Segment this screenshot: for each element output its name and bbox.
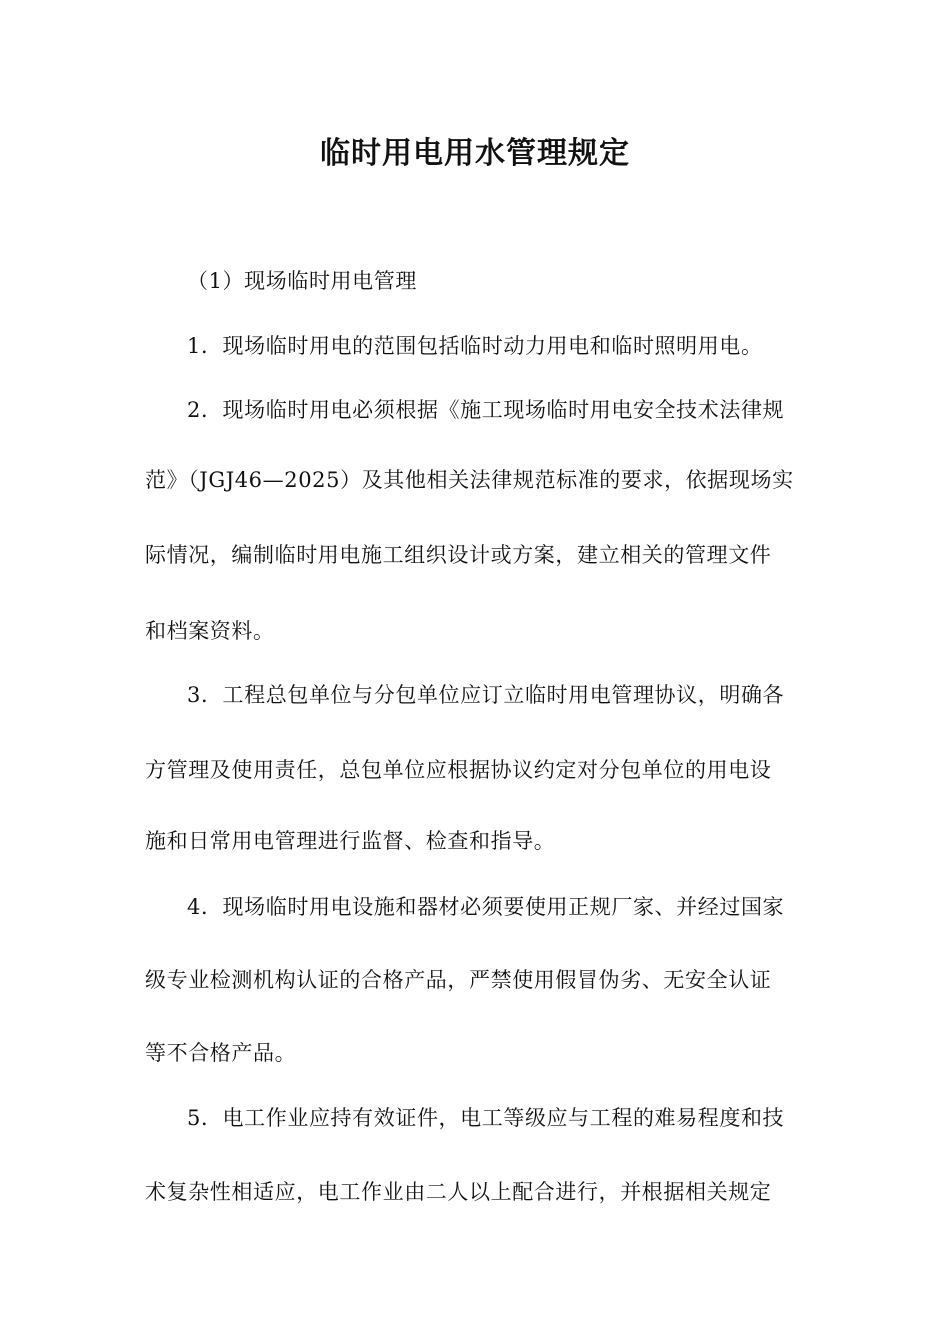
document-title: 临时用电用水管理规定: [320, 136, 630, 171]
paragraph-line: 5．电工作业应持有效证件，电工等级应与工程的难易程度和技: [187, 1106, 785, 1130]
paragraph-line: 际情况，编制临时用电施工组织设计或方案，建立相关的管理文件: [145, 543, 772, 567]
paragraph-line: 和档案资料。: [145, 619, 275, 643]
paragraph-line: 级专业检测机构认证的合格产品，严禁使用假冒伪劣、无安全认证: [145, 968, 772, 992]
paragraph-line: 3．工程总包单位与分包单位应订立临时用电管理协议，明确各: [187, 683, 785, 707]
paragraph-line: 1．现场临时用电的范围包括临时动力用电和临时照明用电。: [187, 334, 763, 358]
paragraph-line: 施和日常用电管理进行监督、检查和指导。: [145, 829, 556, 853]
paragraph-line: 等不合格产品。: [145, 1041, 297, 1065]
paragraph-line: 范》（JGJ46—2025）及其他相关法律规范标准的要求，依据现场实: [145, 468, 794, 492]
section-heading: （1）现场临时用电管理: [187, 269, 417, 293]
paragraph-line: 4．现场临时用电设施和器材必须要使用正规厂家、并经过国家: [187, 895, 785, 919]
paragraph-line: 术复杂性相适应，电工作业由二人以上配合进行，并根据相关规定: [145, 1180, 772, 1204]
paragraph-line: 2．现场临时用电必须根据《施工现场临时用电安全技术法律规: [187, 398, 785, 422]
paragraph-line: 方管理及使用责任，总包单位应根据协议约定对分包单位的用电设: [145, 758, 772, 782]
